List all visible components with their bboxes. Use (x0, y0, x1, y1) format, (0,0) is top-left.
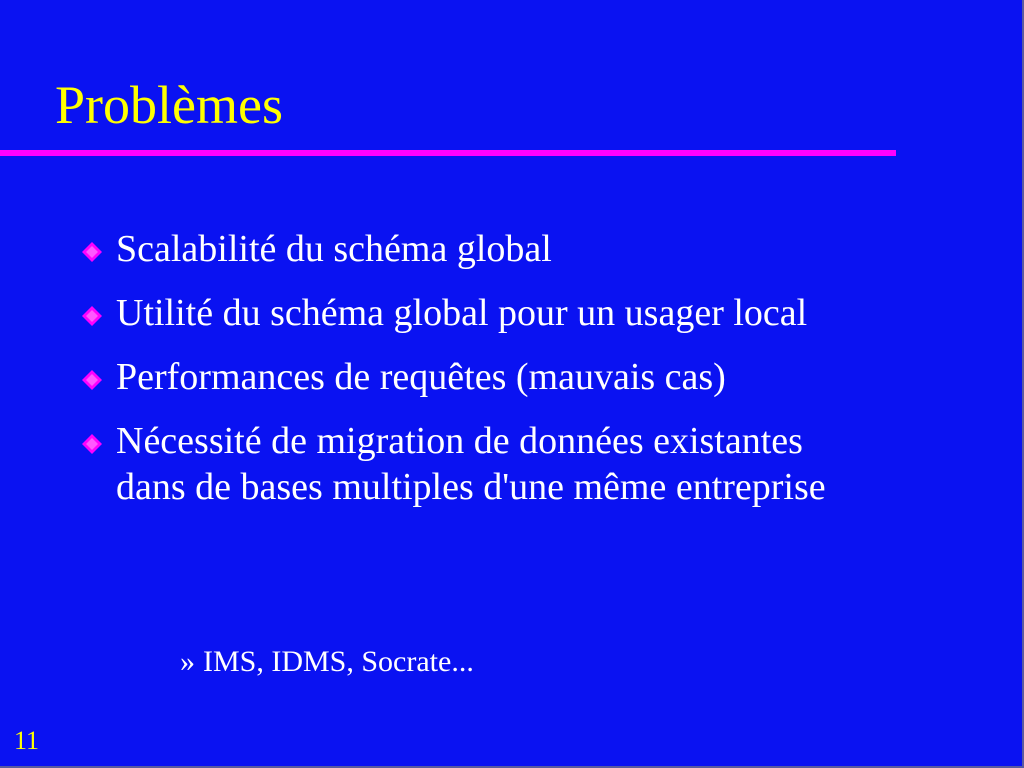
bullet-item (78, 354, 878, 400)
slide-title: Problèmes (55, 75, 283, 135)
bullet-text: Utilité du schéma global pour un usager local (116, 292, 808, 334)
bullet-text: Scalabilité du schéma global (116, 228, 552, 270)
title-divider (0, 150, 896, 156)
bullet-text: Nécessité de migration de données existantes dans de bases multiples d'une même entreprise (116, 420, 826, 508)
sub-bullet-marker: » (180, 645, 195, 678)
bullet-text: Performances de requêtes (mauvais cas) (116, 356, 726, 398)
bullet-item (78, 290, 878, 336)
bullet-item (78, 418, 878, 510)
page-number: 11 (14, 726, 40, 755)
sub-bullet-text: IMS, IDMS, Socrate... (203, 645, 474, 678)
sub-bullet-item (180, 644, 474, 680)
diamond-icon (82, 434, 102, 454)
diamond-icon (82, 306, 102, 326)
diamond-icon (82, 242, 102, 262)
diamond-icon (82, 370, 102, 390)
bullet-item (78, 226, 878, 272)
bullet-list (78, 226, 878, 528)
